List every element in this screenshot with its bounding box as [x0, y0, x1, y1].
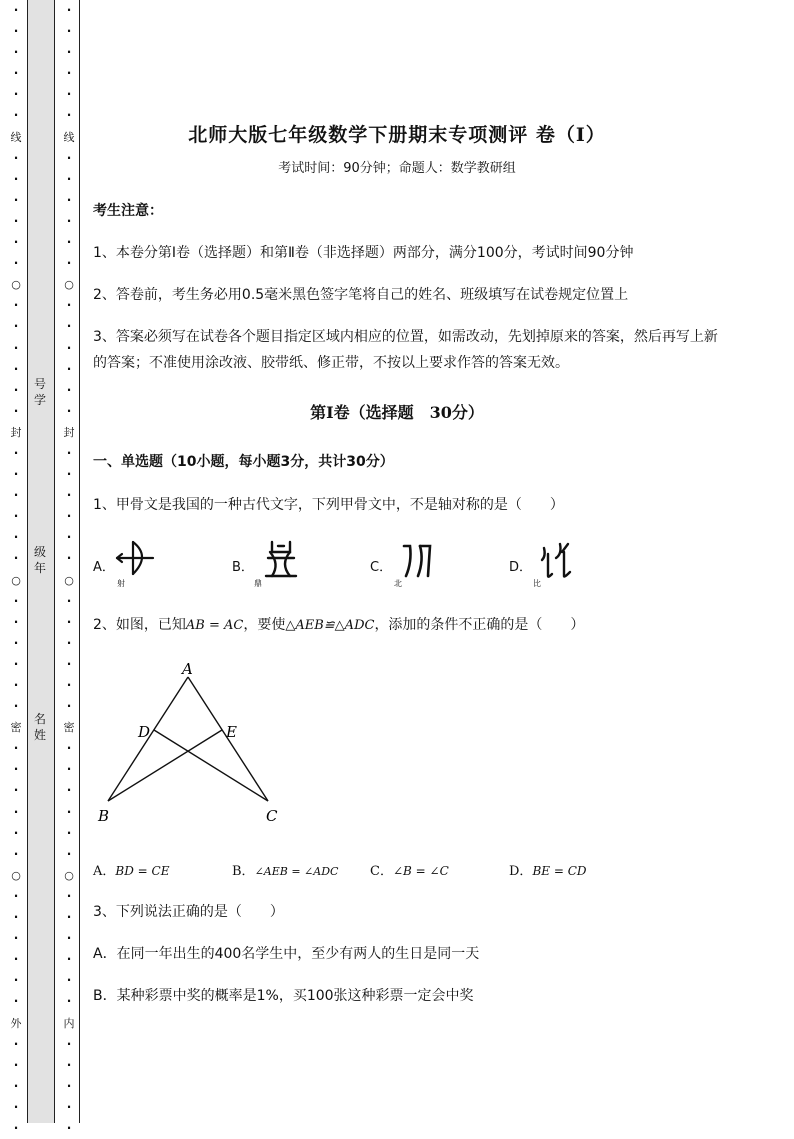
inner-dot: ·	[66, 1078, 72, 1093]
q2-option-a[interactable]	[93, 860, 169, 879]
grade-label: 级年	[33, 545, 46, 575]
inner-dot: ·	[66, 635, 72, 650]
inner-dot: ·	[66, 45, 72, 60]
page-title: 北师大版七年级数学下册期末专项测评 卷（Ⅰ）	[188, 124, 606, 146]
outer-mark-3: 封	[10, 425, 22, 439]
outer-dot: ·	[13, 699, 19, 714]
q2-stem-suffix: ，添加的条件不正确的是（ ）	[374, 617, 585, 633]
inner-dot: ·	[66, 256, 72, 271]
outer-dot: ·	[13, 593, 19, 608]
outer-dot: ·	[13, 1057, 19, 1072]
q1-option-c-key[interactable]: C．	[370, 560, 393, 575]
oracle-bi-glyph	[538, 540, 578, 582]
outer-dot: ·	[13, 888, 19, 903]
point-d-label: D	[138, 723, 151, 741]
inner-mark-7: 内	[63, 1016, 75, 1030]
outer-dot: ·	[13, 910, 19, 925]
inner-dot: ·	[66, 1099, 72, 1114]
q1-option-d-caption: 比	[533, 579, 541, 588]
outer-dot: ·	[13, 467, 19, 482]
outer-dot: ·	[13, 952, 19, 967]
q2-option-b-key: B．	[232, 864, 255, 879]
inner-mark-2: ○	[64, 278, 74, 292]
inner-dot: ·	[66, 1036, 72, 1051]
oracle-ding-glyph	[260, 538, 300, 584]
q2-option-b[interactable]	[232, 860, 338, 879]
q2-stem-middle: ，要使	[243, 617, 286, 633]
outer-dot: ·	[13, 973, 19, 988]
inner-dot: ·	[66, 699, 72, 714]
outer-dot: ·	[13, 994, 19, 1009]
inner-dot: ·	[66, 66, 72, 81]
inner-dot: ·	[66, 741, 72, 756]
outer-dot: ·	[13, 319, 19, 334]
outer-dot: ·	[13, 530, 19, 545]
section-title: 第I卷（选择题 30分）	[310, 403, 484, 422]
outer-dot: ·	[13, 45, 19, 60]
inner-dot: ·	[66, 150, 72, 165]
outer-dot: ·	[13, 804, 19, 819]
inner-dot: ·	[66, 762, 72, 777]
outer-dot: ·	[13, 1036, 19, 1051]
q2-option-b-math: ∠AEB = ∠ADC	[254, 865, 339, 878]
inner-mark-4: ○	[64, 573, 74, 587]
inner-dot: ·	[66, 382, 72, 397]
outer-dot: ·	[13, 656, 19, 671]
outer-dot: ·	[13, 488, 19, 503]
outer-dot: ·	[13, 825, 19, 840]
point-a-label: A	[182, 660, 193, 678]
outer-dot: ·	[13, 614, 19, 629]
outer-dot: ·	[13, 403, 19, 418]
point-c-label: C	[266, 807, 278, 825]
q1-option-d-key[interactable]: D．	[509, 560, 533, 575]
outer-dot: ·	[13, 678, 19, 692]
notice-item-2: 2、答卷前，考生务必用0.5毫米黑色签字笔将自己的姓名、班级填写在试卷规定位置上	[93, 287, 629, 303]
outer-dot: ·	[13, 150, 19, 165]
outer-dot: ·	[13, 1099, 19, 1114]
q2-option-a-math: BD = CE	[115, 864, 170, 878]
inner-dot: ·	[66, 87, 72, 102]
inner-dot: ·	[66, 213, 72, 228]
outer-mark-6: ○	[11, 868, 21, 882]
inner-dot: ·	[66, 509, 72, 524]
q2-option-a-key: A．	[93, 864, 116, 879]
segment-dc	[154, 730, 268, 801]
inner-mark-6: ○	[64, 868, 74, 882]
inner-dot: ·	[66, 783, 72, 798]
outer-dot: ·	[13, 3, 19, 17]
point-b-label: B	[98, 807, 110, 825]
inner-dot: ·	[66, 994, 72, 1009]
outer-dot: ·	[13, 1120, 19, 1135]
notice-item-3-continued: 的答案；不准使用涂改液、胶带纸、修正带，不按以上要求作答的答案无效。	[93, 355, 569, 371]
notice-item-1: 1、本卷分第I卷（选择题）和第Ⅱ卷（非选择题）两部分，满分100分，考试时间90分钟	[93, 245, 634, 261]
inner-dot: ·	[66, 952, 72, 967]
outer-dot: ·	[13, 256, 19, 271]
outer-dot: ·	[13, 235, 19, 250]
inner-dot: ·	[66, 340, 72, 355]
outer-dot: ·	[13, 66, 19, 81]
oracle-she-glyph	[113, 538, 161, 580]
inner-dot: ·	[66, 804, 72, 819]
inner-dot: ·	[66, 192, 72, 207]
point-e-label: E	[226, 723, 237, 741]
outer-dot: ·	[13, 24, 19, 39]
inner-dot: ·	[66, 1120, 72, 1135]
inner-dot: ·	[66, 361, 72, 376]
q1-option-b-caption: 鼎	[254, 579, 262, 588]
inner-dot: ·	[66, 488, 72, 503]
inner-mark-3: 封	[63, 425, 75, 439]
outer-mark-5: 密	[10, 721, 22, 735]
inner-dot: ·	[66, 910, 72, 925]
outer-dot: ·	[13, 87, 19, 102]
inner-dot: ·	[66, 614, 72, 629]
q2-stem-given: AB = AC	[185, 618, 244, 633]
inner-dot: ·	[66, 108, 72, 123]
inner-dot: ·	[66, 467, 72, 482]
q1-option-a-caption: 射	[117, 579, 125, 588]
q3-option-a[interactable]: A．在同一年出生的400名学生中，至少有两人的生日是同一天	[93, 946, 480, 962]
q2-stem-congruence: △AEB≌△ADC	[285, 618, 375, 633]
inner-dot: ·	[66, 888, 72, 903]
name-label: 名姓	[33, 712, 46, 742]
outer-dot: ·	[13, 340, 19, 355]
outer-dot: ·	[13, 361, 19, 376]
outer-mark-7: 外	[10, 1016, 22, 1030]
outer-dot: ·	[13, 445, 19, 460]
q2-stem-prefix: 2、如图，已知	[93, 617, 186, 633]
inner-dot: ·	[66, 530, 72, 545]
outer-dot: ·	[13, 741, 19, 756]
outer-dot: ·	[13, 551, 19, 566]
inner-dot: ·	[66, 171, 72, 186]
q1-option-a-key[interactable]: A．	[93, 560, 115, 575]
inner-dot: ·	[66, 403, 72, 418]
question-3-stem: 3、下列说法正确的是（ ）	[93, 904, 284, 920]
outer-mark-4: ○	[11, 573, 21, 587]
inner-dot: ·	[66, 298, 72, 313]
outer-dot: ·	[13, 931, 19, 946]
inner-dot: ·	[66, 235, 72, 250]
outer-dot: ·	[13, 382, 19, 397]
outer-dot: ·	[13, 635, 19, 650]
q1-option-c-caption: 北	[394, 579, 402, 588]
outer-dot: ·	[13, 298, 19, 313]
question-1-stem: 1、甲骨文是我国的一种古代文字，下列甲骨文中，不是轴对称的是（ ）	[93, 497, 564, 513]
q2-option-d[interactable]	[509, 860, 587, 879]
name-field	[27, 711, 53, 743]
inner-dot: ·	[66, 593, 72, 608]
q1-option-b-key[interactable]: B．	[232, 560, 254, 575]
grade-field	[27, 544, 53, 576]
outer-dot: ·	[13, 171, 19, 186]
inner-dot: ·	[66, 931, 72, 946]
outer-dot: ·	[13, 509, 19, 524]
inner-dot: ·	[66, 3, 72, 17]
segment-eb	[108, 730, 222, 801]
student-number-label: 号学	[33, 377, 46, 407]
outer-dot: ·	[13, 213, 19, 228]
q2-option-d-math: BE = CD	[532, 864, 587, 878]
inner-mark-1: 线	[63, 130, 75, 144]
outer-dot: ·	[13, 1078, 19, 1093]
inner-dot: ·	[66, 973, 72, 988]
triangle-figure	[92, 655, 292, 830]
q2-option-c-key: C．	[370, 864, 393, 879]
outer-mark-1: 线	[10, 130, 22, 144]
inner-mark-5: 密	[63, 721, 75, 735]
q3-option-b[interactable]: B．某种彩票中奖的概率是1%，买100张这种彩票一定会中奖	[93, 988, 474, 1004]
notice-item-3: 3、答案必须写在试卷各个题目指定区域内相应的位置，如需改动，先划掉原来的答案，然后再写上新	[93, 329, 718, 345]
part-heading: 一、单选题（10小题，每小题3分，共计30分）	[93, 454, 394, 470]
outer-dot: ·	[13, 762, 19, 777]
q2-option-d-key: D．	[509, 864, 533, 879]
inner-dot: ·	[66, 1057, 72, 1072]
outer-mark-2: ○	[11, 278, 21, 292]
inner-dot: ·	[66, 319, 72, 334]
outer-dot: ·	[13, 108, 19, 123]
notice-heading: 考生注意：	[93, 203, 163, 219]
oracle-bei-glyph	[398, 540, 438, 580]
q2-option-c-math: ∠B = ∠C	[392, 864, 449, 878]
page-subtitle: 考试时间：90分钟；命题人：数学教研组	[278, 161, 516, 176]
inner-dot: ·	[66, 445, 72, 460]
inner-dot: ·	[66, 678, 72, 692]
outer-dot: ·	[13, 783, 19, 798]
inner-dot: ·	[66, 846, 72, 861]
q2-option-c[interactable]	[370, 860, 449, 879]
outer-dot: ·	[13, 846, 19, 861]
inner-dot: ·	[66, 24, 72, 39]
inner-dot: ·	[66, 825, 72, 840]
inner-dot: ·	[66, 656, 72, 671]
inner-dot: ·	[66, 551, 72, 566]
outer-dot: ·	[13, 192, 19, 207]
question-2-stem	[93, 614, 584, 634]
